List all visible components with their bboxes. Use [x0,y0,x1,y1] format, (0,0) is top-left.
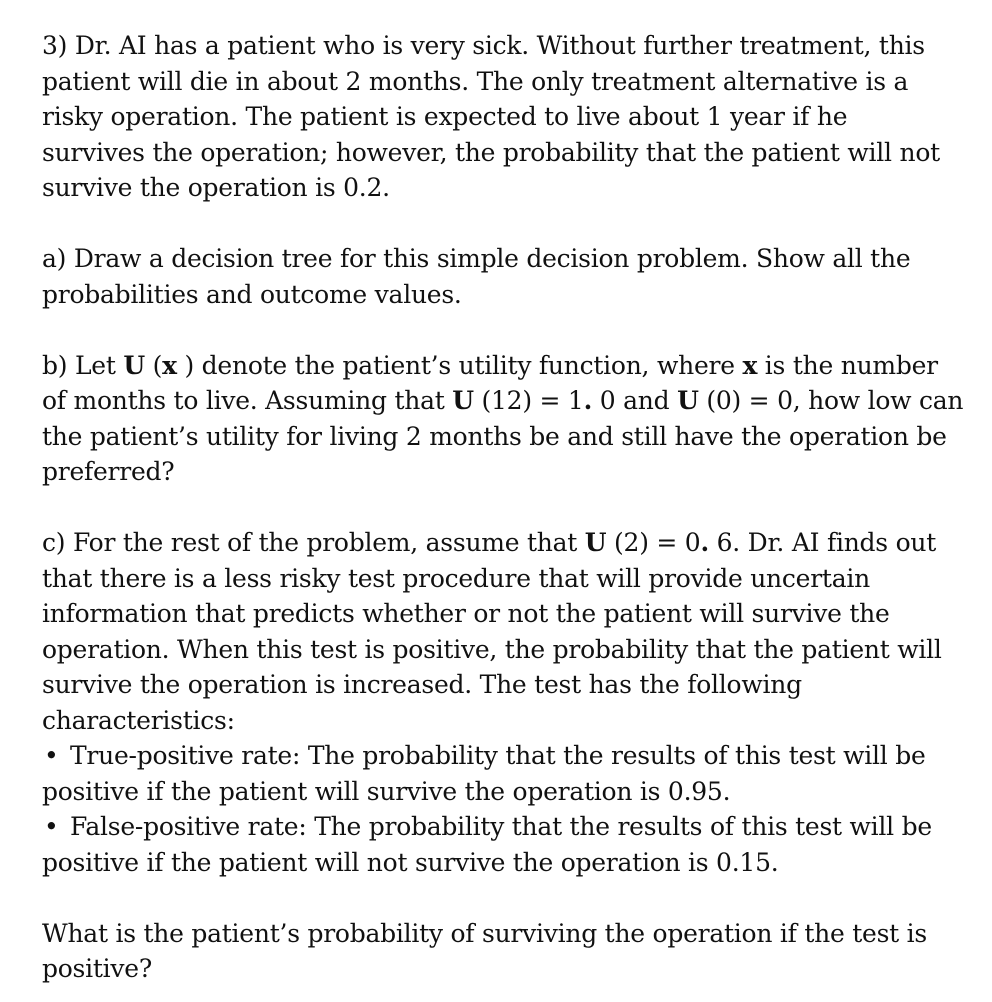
utility-symbol: U [584,528,607,557]
paragraph-gap [42,206,977,242]
bullet-text: False-positive rate: The probability that the results of this test will be [70,812,932,841]
problem-line: 3) Dr. AI has a patient who is very sick. Without further treatment, this [42,31,925,60]
part-c-line: characteristics: [42,705,235,735]
part-b-text: b) Let [42,350,124,380]
part-a-line: a) Draw a decision tree for this simple decision problem. Show all the [42,244,911,273]
part-b-line [42,348,977,384]
part-c-line: information that predicts whether or not the patient will survive the [42,599,890,628]
bullet-item-true-positive [42,738,977,774]
part-c-text: c) For the rest of the problem, assume that [42,528,585,557]
utility-symbol: U [452,386,474,415]
part-b-text: of months to live. Assuming that [42,386,453,415]
part-b-text: denote the patient’s utility function, where [193,350,743,380]
variable-x: x [162,350,177,380]
bullet-icon: • [44,812,59,841]
question-line: positive? [42,954,152,983]
utility-symbol: U [677,386,699,415]
part-b-text: ( [144,350,163,380]
problem-line: survive the operation is 0.2. [42,173,390,202]
part-c-line: operation. When this test is positive, the probability that the patient will [42,634,942,664]
problem-line: patient will die in about 2 months. The only treatment alternative is a [42,66,909,96]
part-c-text: (2) = 0 [606,528,701,557]
part-a-line: probabilities and outcome values. [42,279,462,309]
part-c-line: survive the operation is increased. The test has the following [42,670,802,699]
utility-symbol: U [123,350,145,380]
bullet-item-false-positive [42,809,977,845]
decimal-point: . [700,528,709,557]
bullet-text: True-positive rate: The probability that the results of this test will be [70,741,926,770]
part-c-text: 6. Dr. AI finds out [708,528,937,557]
part-b-text: (0) = 0, how low can [698,386,964,415]
final-question [42,916,977,987]
bullet-text-continuation: positive if the patient will survive the operation is 0.95. [42,776,731,806]
problem-line: risky operation. The patient is expected to live about 1 year if he [42,102,848,131]
bullet-text-continuation: positive if the patient will not survive the operation is 0.15. [42,847,779,877]
part-c-line [42,525,977,561]
paragraph-gap [42,490,977,526]
part-a [42,241,977,312]
problem-statement [42,28,977,206]
part-b-line: preferred? [42,457,175,486]
part-b-line: the patient’s utility for living 2 months be and still have the operation be [42,421,947,451]
part-b-line [42,383,977,419]
part-b-text: 0 and [592,386,678,415]
part-c-line: that there is a less risky test procedure that will provide uncertain [42,563,870,593]
variable-x: x [742,350,758,380]
paragraph-gap [42,880,977,916]
part-b-text: ) [176,350,194,380]
question-line: What is the patient’s probability of surviving the operation if the test is [42,918,927,948]
part-b-text: is the number [757,350,938,380]
part-c [42,525,977,880]
document-page [42,28,977,987]
decimal-point: . [583,386,593,415]
bullet-icon: • [44,741,59,770]
paragraph-gap [42,312,977,348]
part-b [42,348,977,490]
problem-line: survives the operation; however, the probability that the patient will not [42,137,940,167]
part-b-text: (12) = 1 [473,386,584,415]
